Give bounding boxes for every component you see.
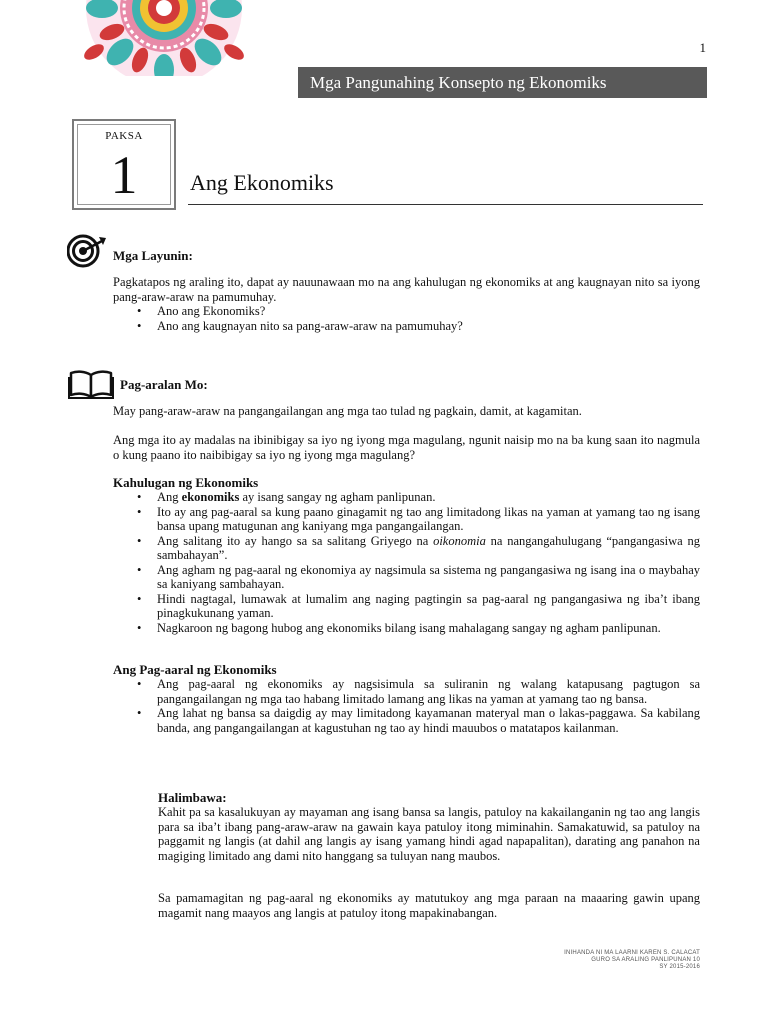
list-item: • Ang salitang ito ay hango sa sa salitang Griyego na oikonomia na nangangahulugang “pangangasiwa ng sambahayan”.: [113, 534, 700, 563]
study-econ-list: [113, 677, 700, 735]
page-number: 1: [699, 40, 706, 55]
example-heading: Halimbawa:: [158, 790, 227, 805]
meaning-heading: Kahulugan ng Ekonomiks: [113, 475, 259, 490]
list-item: • Ito ay ang pag-aaral sa kung paano ginagamit ng tao ang limitadong likas na yaman at yamang tao ng isang bansa upang matugunan ang kaniyang mga pangangailangan.: [113, 505, 700, 534]
target-icon: [67, 234, 107, 268]
mandala-decoration: [76, 0, 253, 76]
title-divider: [188, 204, 703, 205]
list-item: • Ang pag-aaral ng ekonomiks ay nagsisimula sa suliranin ng walang katapusang pagtugon sa pangangailangan ng mga tao habang limitado lamang ang likas na yaman at yamang tao ng bansa.: [113, 677, 700, 706]
footer-line: GURO SA ARALING PANLIPUNAN 10: [591, 957, 700, 963]
greek-term: oikonomia: [433, 533, 486, 548]
topic-label: PAKSA: [105, 130, 143, 142]
example-paragraph-2: Sa pamamagitan ng pag-aaral ng ekonomiks ay matutukoy ang mga paraan na maaaring gawin upang magamit nang maayos ang langis at patuloy itong mapakinabangan.: [158, 891, 700, 920]
study-paragraph-1: May pang-araw-araw na pangangailangan ang mga tao tulad ng pagkain, damit, at kagamitan.: [113, 404, 582, 418]
footer-line: SY 2015-2016: [659, 964, 700, 970]
topic-number: 1: [110, 145, 138, 205]
list-item: • Ang agham ng pag-aaral ng ekonomiya ay nagsimula sa sistema ng pangangasiwa ng isang ina o maybahay sa kaniyang sambahayan.: [113, 563, 700, 592]
objectives-label: Mga Layunin:: [113, 248, 193, 263]
list-item: • Ano ang kaugnayan nito sa pang-araw-araw na pamumuhay?: [113, 319, 700, 334]
topic-title: Ang Ekonomiks: [190, 170, 334, 195]
example-paragraph-1: Kahit pa sa kasalukuyan ay mayaman ang isang bansa sa langis, patuloy na kakailanganin ng tao ang langis para sa iba’t ibang pang-araw-araw na gawain kaya patuloy itong miminahin. Samakatuwid, sa patuloy na paggamit ng langis (at dahil ang langis ay isang yamang hindi agad napapalitan), darating ang panahon na magiging limitado ang dami nito hanggang sa tuluyan nang maubos.: [158, 805, 700, 863]
header-title-bar: Mga Pangunahing Konsepto ng Ekonomiks: [298, 67, 707, 98]
open-book-icon: [68, 369, 114, 399]
list-item: • Ang lahat ng bansa sa daigdig ay may limitadong kayamanan materyal man o lakas-paggawa. Sa kabilang banda, ang pangangailangan at kagustuhan ng tao ay hindi mauubos o matatapos kailanman.: [113, 706, 700, 735]
list-item: • Ang ekonomiks ay isang sangay ng agham panlipunan.: [113, 490, 700, 505]
highlighted-term: ekonomiks: [181, 490, 240, 504]
study-label: Pag-aralan Mo:: [120, 377, 208, 392]
list-item: • Ano ang Ekonomiks?: [113, 304, 700, 319]
study-paragraph-2: Ang mga ito ay madalas na ibinibigay sa iyo ng iyong mga magulang, ngunit naisip mo na ba kung saan ito nagmula o kung paano ito naibibigay sa iyo ng iyong mga magulang?: [113, 433, 700, 462]
footer-line: INIHANDA NI MA LAARNI KAREN S. CALACAT: [564, 950, 700, 956]
meaning-list: [113, 490, 700, 635]
footer-credits: [480, 950, 700, 971]
objectives-list: [113, 304, 700, 333]
list-item: • Hindi nagtagal, lumawak at lumalim ang naging pagtingin sa pag-aaral ng pangangasiwa ng iba’t ibang pinagkukunang yaman.: [113, 592, 700, 621]
objectives-intro: Pagkatapos ng araling ito, dapat ay nauunawaan mo na ang kahulugan ng ekonomiks at ang kaugnayan nito sa iyong pang-araw-araw na pamumuhay.: [113, 275, 700, 304]
study-econ-heading: Ang Pag-aaral ng Ekonomiks: [113, 662, 277, 677]
topic-number-box: [72, 119, 176, 210]
list-item: • Nagkaroon ng bagong hubog ang ekonomiks bilang isang mahalagang sangay ng agham panlipunan.: [113, 621, 700, 636]
